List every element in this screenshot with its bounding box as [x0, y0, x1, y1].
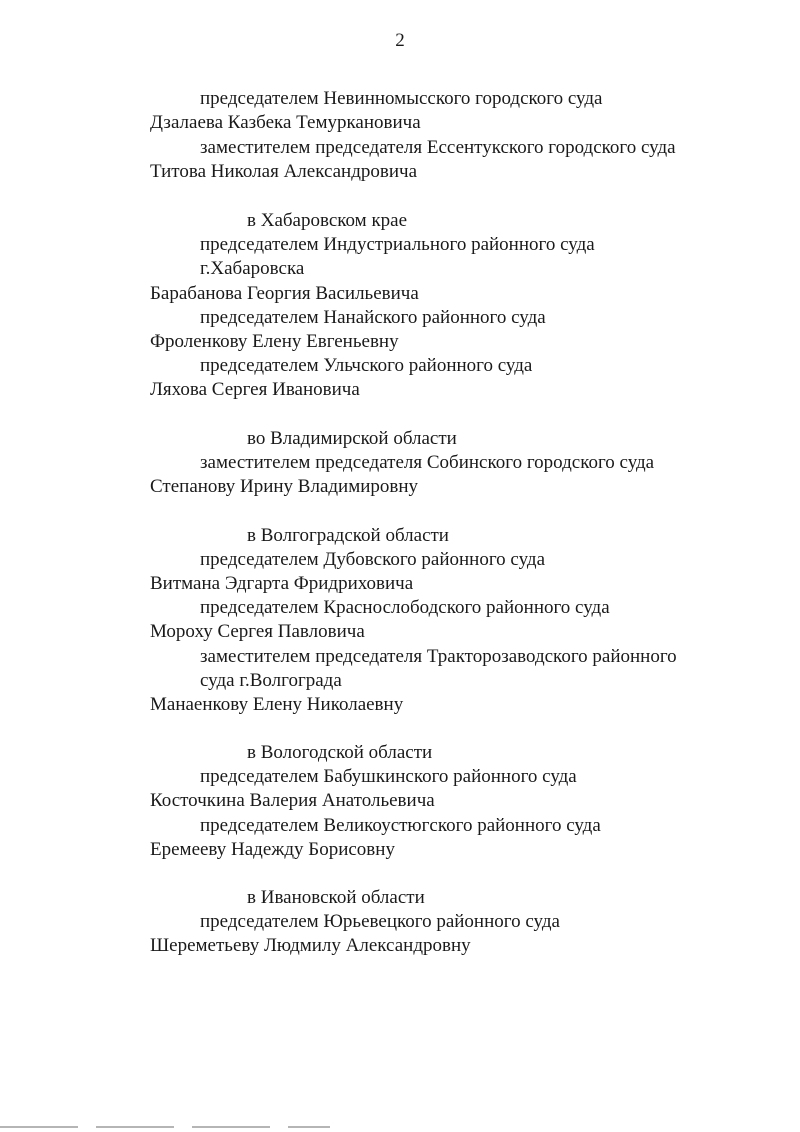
- position-line: заместителем председателя Собинского городского суда: [200, 452, 655, 473]
- region-heading: в Ивановской области: [247, 887, 425, 908]
- position-line: председателем Бабушкинского районного суда: [200, 766, 577, 787]
- position-line: суда г.Волгограда: [200, 670, 342, 691]
- person-name: Фроленкову Елену Евгеньевну: [150, 331, 399, 352]
- person-name: Шереметьеву Людмилу Александровну: [150, 935, 471, 956]
- position-line: председателем Ульчского районного суда: [200, 355, 533, 376]
- bottom-scan-rule: [0, 1126, 330, 1128]
- person-name: Манаенкову Елену Николаевну: [150, 694, 404, 715]
- position-line: председателем Нанайского районного суда: [200, 307, 546, 328]
- person-name: Еремееву Надежду Борисовну: [150, 839, 395, 860]
- region-heading: в Вологодской области: [247, 742, 433, 763]
- position-line: председателем Великоустюгского районного суда: [200, 815, 601, 836]
- person-name: Витмана Эдгарта Фридриховича: [150, 573, 414, 594]
- position-line: заместителем председателя Тракторозаводского районного: [200, 646, 677, 667]
- person-name: Дзалаева Казбека Темуркановича: [150, 112, 421, 133]
- person-name: Барабанова Георгия Васильевича: [150, 283, 419, 304]
- position-line: г.Хабаровска: [200, 258, 305, 279]
- region-heading: во Владимирской области: [247, 428, 457, 449]
- person-name: Титова Николая Александровича: [150, 161, 418, 182]
- person-name: Степанову Ирину Владимировну: [150, 476, 419, 497]
- person-name: Ляхова Сергея Ивановича: [150, 379, 360, 400]
- position-line: председателем Дубовского районного суда: [200, 549, 545, 570]
- position-line: председателем Невинномысского городского суда: [200, 88, 603, 109]
- position-line: председателем Краснослободского районного суда: [200, 597, 610, 618]
- position-line: председателем Индустриального районного суда: [200, 234, 595, 255]
- person-name: Косточкина Валерия Анатольевича: [150, 790, 435, 811]
- position-line: заместителем председателя Ессентукского городского суда: [200, 137, 676, 158]
- page-number: 2: [395, 30, 405, 51]
- region-heading: в Хабаровском крае: [247, 210, 408, 231]
- region-heading: в Волгоградской области: [247, 525, 449, 546]
- position-line: председателем Юрьевецкого районного суда: [200, 911, 560, 932]
- person-name: Мороху Сергея Павловича: [150, 621, 365, 642]
